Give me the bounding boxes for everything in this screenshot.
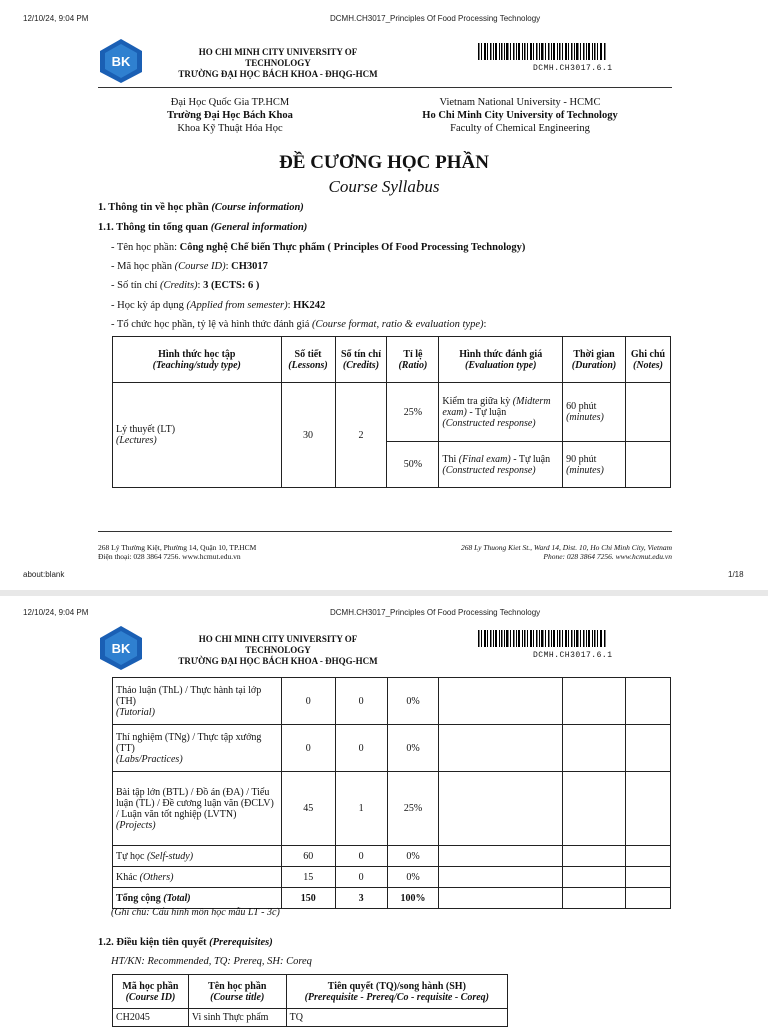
ratio-cell: 25% <box>387 772 439 846</box>
footer-en <box>380 543 672 561</box>
eval-en: (Final exam) <box>458 453 511 465</box>
course-id-value: CH3017 <box>231 261 268 272</box>
credits-cell: 0 <box>335 725 387 772</box>
lessons-cell: 45 <box>281 772 335 846</box>
total-label: Tổng cộng <box>116 892 161 904</box>
evaluation-cell <box>439 772 563 846</box>
inst-vi-line: Trường Đại Học Bách Khoa <box>167 110 293 121</box>
duration-value: 90 phút <box>566 453 597 465</box>
section-label: 1.1. Thông tin tổng quan <box>98 222 209 233</box>
credits-cell: 0 <box>335 846 387 867</box>
table-row <box>113 867 671 888</box>
inst-en-line: Faculty of Chemical Engineering <box>450 123 590 134</box>
notes-cell <box>626 846 671 867</box>
table-row <box>113 678 671 725</box>
semester-line: - Học kỳ áp dụng (Applied from semester): HK242 <box>111 300 326 311</box>
inst-en-line: Ho Chi Minh City University of Technology <box>422 110 618 121</box>
header-en: (Evaluation type) <box>465 359 537 371</box>
inst-vi-line: Đại Học Quốc Gia TP.HCM <box>170 97 290 108</box>
notes-cell <box>626 888 671 909</box>
header-cell <box>113 975 189 1009</box>
semester-value: HK242 <box>293 300 326 311</box>
evaluation-cell <box>439 442 563 488</box>
notes-cell <box>626 442 671 488</box>
header-cell <box>281 337 335 383</box>
table-row <box>113 846 671 867</box>
format-line: - Tổ chức học phần, tỷ lệ và hình thức đánh giá (Course format, ratio & evaluation type): <box>111 319 487 330</box>
university-header <box>98 38 672 90</box>
cell-en: (Self-study) <box>146 850 194 862</box>
notes-cell <box>626 383 671 442</box>
header-cell <box>286 975 507 1009</box>
header-vi: Số tín chỉ <box>340 348 381 360</box>
evaluation-cell <box>439 888 563 909</box>
evaluation-cell <box>439 867 563 888</box>
evaluation-cell <box>439 678 563 725</box>
evaluation-cell <box>439 383 563 442</box>
header-vi: Ghi chú <box>630 348 666 360</box>
header-en: (Course title) <box>210 991 265 1003</box>
cell-vi: Tự học <box>116 850 145 862</box>
lessons-cell: 60 <box>281 846 335 867</box>
duration-cell <box>563 888 626 909</box>
field-label: - Mã học phần <box>111 261 172 272</box>
table-total-row <box>113 888 671 909</box>
header-cell <box>387 337 439 383</box>
footer-vi <box>98 543 256 561</box>
header-en: (Lessons) <box>288 359 328 371</box>
credits-value: 3 (ECTS: 6 ) <box>203 280 260 291</box>
duration-cell <box>563 772 626 846</box>
credits-cell: 1 <box>335 772 387 846</box>
header-cell <box>563 337 626 383</box>
university-name-vi: TRƯỜNG ĐẠI HỌC BÁCH KHOA - ĐHQG-HCM <box>178 656 378 666</box>
total-lessons-cell: 150 <box>281 888 335 909</box>
barcode-icon <box>478 43 607 60</box>
type-cell <box>113 867 282 888</box>
type-cell <box>113 725 282 772</box>
table-row <box>113 725 671 772</box>
ratio-cell: 50% <box>387 442 439 488</box>
field-label-en: (Applied from semester) <box>186 300 288 311</box>
field-label-en: (Course ID) <box>174 261 226 272</box>
section-label: 1. Thông tin về học phần <box>98 202 209 213</box>
header-en: (Duration) <box>571 359 617 371</box>
lessons-cell: 0 <box>281 725 335 772</box>
university-name <box>168 47 388 80</box>
duration-unit: (minutes) <box>566 412 604 423</box>
print-doc-title: DCMH.CH3017_Principles Of Food Processing Technology <box>330 608 541 617</box>
barcode-icon <box>478 630 607 647</box>
type-cell <box>113 846 282 867</box>
field-label-en: (Course format, ratio & evaluation type) <box>312 319 484 330</box>
bk-logo-icon <box>98 38 144 84</box>
header-cell <box>113 337 282 383</box>
eval-en: (Midterm exam) <box>442 395 551 418</box>
header-vi: Tiên quyết (TQ)/song hành (SH) <box>327 980 466 992</box>
duration-value: 60 phút <box>566 401 597 412</box>
ratio-cell: 25% <box>387 383 439 442</box>
header-vi: Thời gian <box>573 348 615 360</box>
print-doc-title: DCMH.CH3017_Principles Of Food Processing Technology <box>330 14 541 23</box>
table-row <box>113 383 671 442</box>
eval-vi: Thi <box>442 453 457 465</box>
table-header-row <box>113 337 671 383</box>
requirement-cell: TQ <box>286 1009 507 1027</box>
field-label-en: (Credits) <box>160 280 198 291</box>
total-label-cell <box>113 888 282 909</box>
section-label: 1.2. Điều kiện tiên quyết <box>98 937 207 948</box>
header-cell <box>188 975 286 1009</box>
section-label-en: (Course information) <box>211 202 304 213</box>
notes-cell <box>626 725 671 772</box>
footer-divider <box>98 531 672 532</box>
eval-vi2: - Tự luận <box>513 453 551 465</box>
course-name-line <box>111 242 525 253</box>
header-cell <box>439 337 563 383</box>
bk-logo-icon <box>98 625 144 671</box>
course-format-table <box>112 336 671 488</box>
credits-cell: 0 <box>335 678 387 725</box>
header-en: (Ratio) <box>398 359 428 371</box>
cell-vi: Thảo luận (ThL) / Thực hành tại lớp (TH) <box>116 684 262 707</box>
type-cell <box>113 678 282 725</box>
ratio-cell: 0% <box>387 846 439 867</box>
cell-vi: Thí nghiệm (TNg) / Thực tập xưởng (TT) <box>116 731 262 754</box>
section-label-en: (General information) <box>210 222 308 233</box>
header-cell <box>626 337 671 383</box>
header-cell <box>335 337 387 383</box>
university-name <box>168 634 388 667</box>
duration-cell <box>563 383 626 442</box>
doc-code: DCMH.CH3017.6.1 <box>533 651 613 660</box>
field-label: - Tổ chức học phần, tỷ lệ và hình thức đánh giá <box>111 319 310 330</box>
ratio-cell: 0% <box>387 678 439 725</box>
course-id-line: - Mã học phần (Course ID): CH3017 <box>111 261 268 272</box>
eval-resp: (Constructed response) <box>442 464 536 476</box>
footer-line: 268 Ly Thuong Kiet St., Ward 14, Dist. 10, Ho Chi Minh City, Vietnam <box>461 543 672 552</box>
institution-vi <box>130 96 330 135</box>
table-row <box>113 772 671 846</box>
page-separator <box>0 590 768 596</box>
field-label: - Học kỳ áp dụng <box>111 300 184 311</box>
field-label: - Tên học phần: <box>111 242 177 253</box>
footer-line: Phone: 028 3864 7256. www.hcmut.edu.vn <box>543 552 672 561</box>
section-1-2-heading <box>98 937 273 948</box>
lecture-credits-cell: 2 <box>335 383 387 488</box>
course-format-table-continued <box>112 677 671 909</box>
prerequisites-table <box>112 974 508 1027</box>
total-label-en: (Total) <box>163 892 191 904</box>
header-vi: Mã học phần <box>122 980 179 992</box>
header-en: (Teaching/study type) <box>152 359 241 371</box>
ratio-cell: 0% <box>387 725 439 772</box>
eval-vi: Kiểm tra giữa kỳ <box>442 395 511 407</box>
duration-cell <box>563 846 626 867</box>
university-name-en: HO CHI MINH CITY UNIVERSITY OF TECHNOLOGY <box>198 634 358 655</box>
cell-en: (Tutorial) <box>116 706 155 718</box>
field-label: - Số tín chỉ <box>111 280 158 291</box>
header-vi: Hình thức đánh giá <box>459 348 543 360</box>
inst-vi-line: Khoa Kỹ Thuật Hóa Học <box>177 123 283 134</box>
header-en: (Credits) <box>342 359 380 371</box>
page-number: 1/18 <box>728 570 744 579</box>
cell-en: (Others) <box>139 871 174 883</box>
university-header <box>98 625 672 677</box>
total-ratio-cell: 100% <box>387 888 439 909</box>
page-title: ĐỀ CƯƠNG HỌC PHẦN <box>279 152 489 173</box>
course-id-cell: CH2045 <box>113 1009 189 1027</box>
cell-en: (Labs/Practices) <box>116 753 183 765</box>
header-vi: Hình thức học tập <box>158 348 236 360</box>
section-1-heading <box>98 202 304 213</box>
footer-line: 268 Lý Thường Kiệt, Phường 14, Quận 10, TP.HCM <box>98 543 257 552</box>
duration-cell <box>563 725 626 772</box>
eval-vi2: - Tự luận <box>469 406 507 418</box>
header-vi: Tỉ lệ <box>403 348 423 360</box>
section-label-en: (Prerequisites) <box>209 937 273 948</box>
header-vi: Số tiết <box>294 348 322 360</box>
duration-unit: (minutes) <box>566 464 604 476</box>
section-1-1-heading <box>98 222 307 233</box>
notes-cell <box>626 678 671 725</box>
cell-en: (Lectures) <box>116 435 157 446</box>
logo-text: BK <box>111 54 131 69</box>
notes-cell <box>626 867 671 888</box>
lecture-lessons-cell: 30 <box>281 383 335 488</box>
table-note: (Ghi chú: Cấu hình môn học mẫu LT - 3c) <box>111 907 280 918</box>
evaluation-cell <box>439 846 563 867</box>
type-cell <box>113 772 282 846</box>
footer-line: Điện thoại: 028 3864 7256. www.hcmut.edu.vn <box>98 552 241 561</box>
table-header-row <box>113 975 508 1009</box>
university-name-en: HO CHI MINH CITY UNIVERSITY OF TECHNOLOGY <box>198 47 358 68</box>
total-credits-cell: 3 <box>335 888 387 909</box>
header-en: (Course ID) <box>125 991 176 1003</box>
cell-vi: Khác <box>116 871 138 883</box>
credits-line: - Số tín chỉ (Credits): 3 (ECTS: 6 ) <box>111 280 260 291</box>
print-timestamp: 12/10/24, 9:04 PM <box>23 608 89 617</box>
cell-en: (Projects) <box>116 819 156 831</box>
header-en: (Notes) <box>633 359 663 371</box>
evaluation-cell <box>439 725 563 772</box>
notes-cell <box>626 772 671 846</box>
inst-en-line: Vietnam National University - HCMC <box>439 97 601 108</box>
lessons-cell: 15 <box>281 867 335 888</box>
course-title-cell: Vi sinh Thực phẩm <box>188 1009 286 1027</box>
cell-vi: Lý thuyết (LT) <box>116 424 176 435</box>
eval-resp: (Constructed response) <box>442 417 536 429</box>
lecture-type-cell <box>113 383 282 488</box>
page-url: about:blank <box>23 570 65 579</box>
doc-code: DCMH.CH3017.6.1 <box>533 64 613 73</box>
course-name-value: Công nghệ Chế biến Thực phẩm ( Principles Of Food Processing Technology) <box>179 242 526 253</box>
duration-cell <box>563 678 626 725</box>
logo-text: BK <box>111 641 131 656</box>
print-timestamp: 12/10/24, 9:04 PM <box>23 14 89 23</box>
lessons-cell: 0 <box>281 678 335 725</box>
header-divider <box>98 87 672 88</box>
credits-cell: 0 <box>335 867 387 888</box>
duration-cell <box>563 442 626 488</box>
ratio-cell: 0% <box>387 867 439 888</box>
university-name-vi: TRƯỜNG ĐẠI HỌC BÁCH KHOA - ĐHQG-HCM <box>178 69 378 79</box>
institution-en <box>390 96 650 135</box>
prereq-legend: HT/KN: Recommended, TQ: Prereq, SH: Coreq <box>111 956 312 967</box>
duration-cell <box>563 867 626 888</box>
cell-vi: Bài tập lớn (BTL) / Đồ án (ĐA) / Tiểu luận (TL) / Đề cương luận văn (ĐCLV) / Luận văn tốt nghiệp (LVTN) <box>116 786 274 820</box>
header-en: (Prerequisite - Prereq/Co - requisite - Coreq) <box>304 991 490 1003</box>
page-subtitle: Course Syllabus <box>328 177 440 196</box>
header-vi: Tên học phần <box>208 980 267 992</box>
